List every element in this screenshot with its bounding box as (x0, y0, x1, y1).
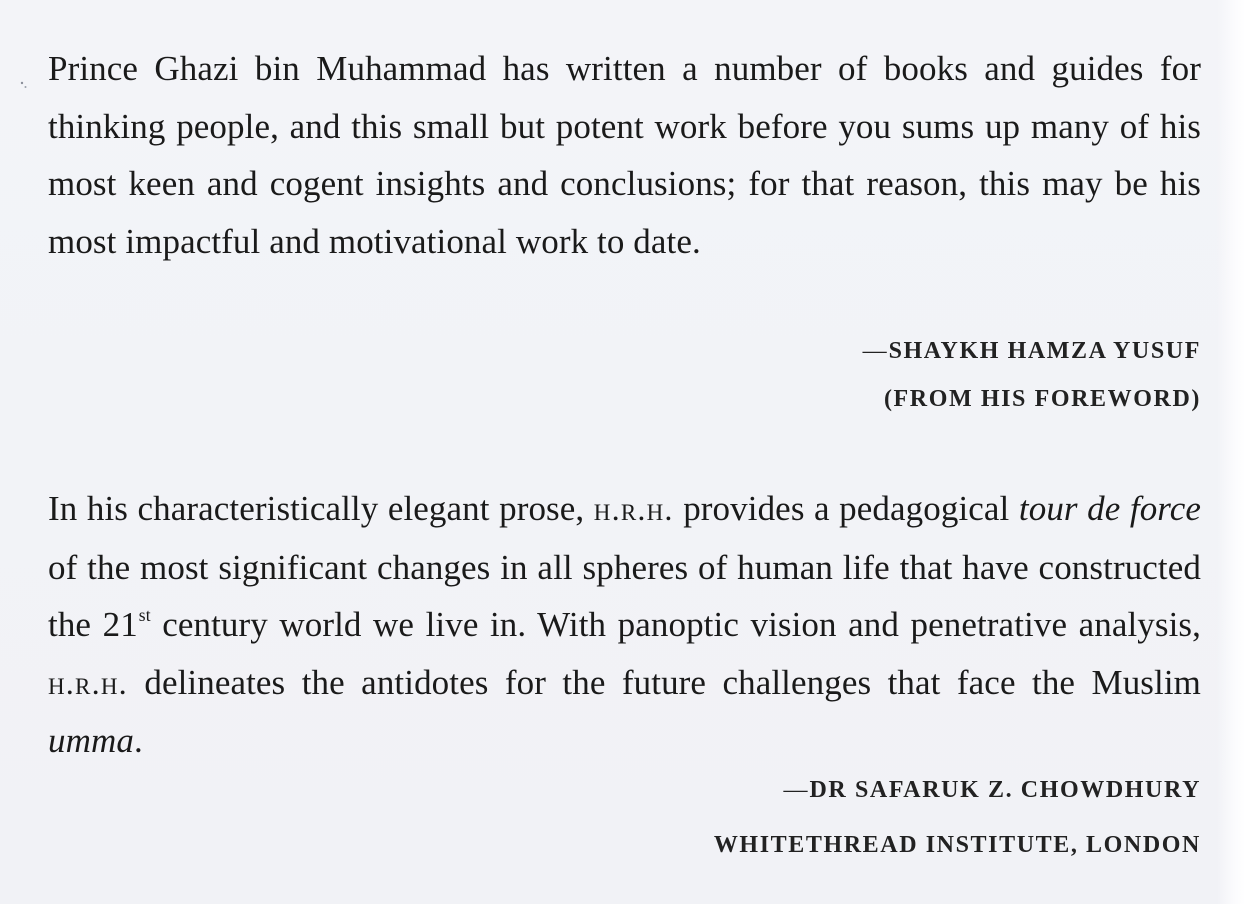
century-number: 21 (102, 605, 138, 644)
italic-phrase: tour de force (1018, 489, 1201, 528)
quote-chowdhury (48, 480, 1201, 770)
quote-text-part: of the most significant changes in all spheres of human life that have constructed the (48, 547, 1201, 644)
quote-text-part: . (133, 721, 143, 760)
quote-text-part: delineates the antidotes for the future challenges that face the Muslim (144, 662, 1201, 702)
quote-text (48, 480, 1201, 770)
print-speck-icon (20, 80, 28, 90)
quote-text: Prince Ghazi bin Muhammad has written a number of books and guides for thinking people, and this small but potent work before you sums up many of his most keen and cogent insights and conclusions; for that reason, this may be his most impactful and motivational work to date. (48, 49, 1201, 261)
attribution-source: (FROM HIS FOREWORD) (883, 386, 1201, 412)
em-dash: — (783, 777, 808, 803)
quote-text-part: In his characteristically elegant prose, (48, 489, 585, 528)
quote-hamza-yusuf (48, 40, 1201, 270)
attribution-source-yusuf (884, 386, 1201, 413)
attribution-affiliation: WHITETHREAD INSTITUTE, LONDON (713, 832, 1201, 858)
page-edge (1217, 0, 1245, 904)
attribution-name-chowdhury (783, 777, 1201, 804)
em-dash: — (862, 338, 887, 364)
attribution-name: SHAYKH HAMZA YUSUF (888, 338, 1201, 364)
italic-word: umma (48, 721, 134, 760)
ordinal-suffix: st (138, 605, 151, 626)
abbreviation-hrh: h.r.h. (593, 491, 674, 527)
attribution-name-yusuf (863, 338, 1201, 365)
quote-text-part: provides a pedagogical (683, 489, 1010, 528)
attribution-name: DR SAFARUK Z. CHOWDHURY (809, 777, 1201, 803)
abbreviation-hrh: h.r.h. (48, 664, 128, 701)
quote-text-part: century world we live in. With panoptic vision and penetrative analysis, (162, 605, 1201, 644)
attribution-affiliation-chowdhury (714, 832, 1201, 859)
